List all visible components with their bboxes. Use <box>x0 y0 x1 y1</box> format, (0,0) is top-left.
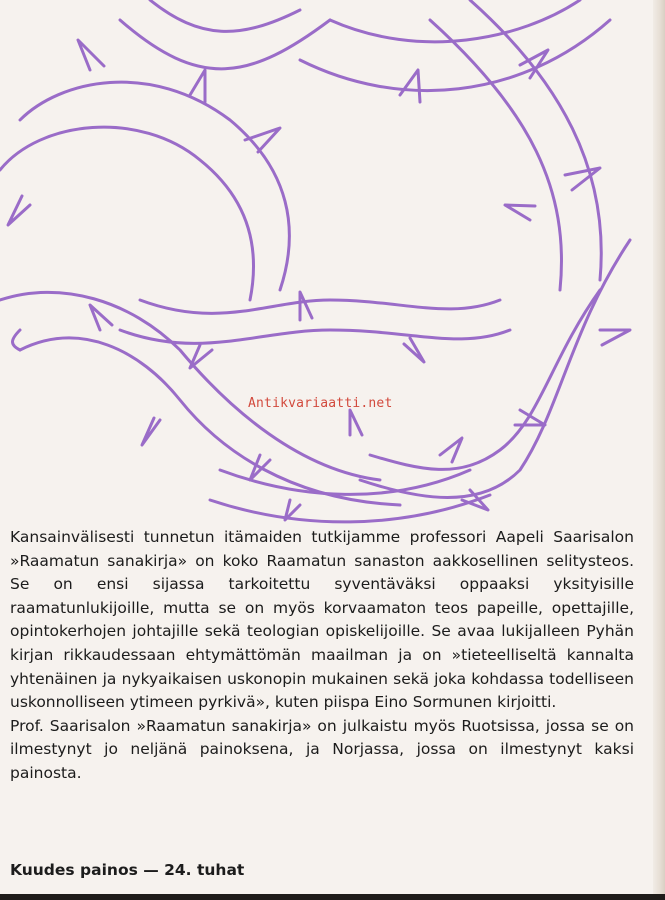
blurb-text <box>10 526 634 786</box>
description-paragraph-1: Kansainvälisesti tunnetun itämaiden tutkijamme professori Aapeli Saarisalon »Raamatun sanakirja» on koko Raamatun sanaston aakkosellinen selitysteos. Se on ensi sijassa tarkoitettu syventäväksi oppaaksi yksityisille raamatunlukijoille, mutta se on myös korvaamaton teos papeille, opettajille, opintokerhojen johtajille sekä teologian opiskelijoille. Se avaa lukijalleen Pyhän kirjan rikkaudessaan ehtymättömän maailman ja on »tieteelliseltä kannalta yhtenäinen ja nykyaikaisen uskonopin mukainen sekä joka kohdassa todelliseen uskonnolliseen ytimeen pyrkivä», kuten piispa Eino Sormunen kirjoitti. <box>10 528 634 712</box>
watermark: Antikvariaatti.net <box>248 396 393 411</box>
page-edge-bottom <box>0 894 665 900</box>
description-paragraph-2: Prof. Saarisalon »Raamatun sanakirja» on julkaistu myös Ruotsissa, jossa se on ilmestynyt jo neljänä painoksena, ja Norjassa, jossa on ilmestynyt kaksi painosta. <box>10 716 634 782</box>
edition-line: Kuudes painos — 24. tuhat <box>10 861 245 879</box>
